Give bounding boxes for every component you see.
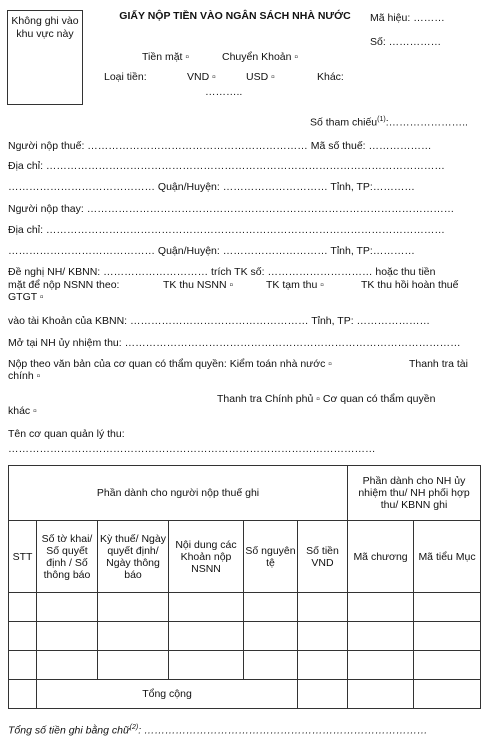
- form-title: GIẤY NỘP TIỀN VÀO NGÂN SÁCH NHÀ NƯỚC: [119, 10, 351, 22]
- table-cell[interactable]: [9, 651, 37, 680]
- tien-mat-option[interactable]: Tiền mặt ▫: [142, 51, 190, 63]
- reserved-box: [7, 10, 83, 105]
- table-cell[interactable]: [169, 622, 244, 651]
- mat-de-nop-label: mặt để nộp NSNN theo:: [8, 279, 120, 291]
- dia-chi-line-1[interactable]: Địa chỉ: ……………………………………………………………………………………………………: [8, 160, 445, 172]
- total-cell[interactable]: [298, 680, 348, 709]
- gtgt-option[interactable]: GTGT ▫: [8, 291, 44, 303]
- so-tham-chieu-label: Số tham chiếu: [310, 116, 378, 129]
- mo-tai-nh-line[interactable]: Mở tại NH ủy nhiệm thu: ……………………………………………………………………………………: [8, 337, 461, 349]
- table-cell[interactable]: [98, 622, 169, 651]
- col-header-ma-tieu-muc: Mã tiểu Mục: [414, 521, 481, 593]
- table-cell[interactable]: [414, 593, 481, 622]
- table-cell[interactable]: [244, 622, 298, 651]
- table-cell[interactable]: [9, 680, 37, 709]
- tong-so-tien-field[interactable]: : ………………………………………………………………………: [138, 724, 428, 737]
- table-cell[interactable]: [244, 651, 298, 680]
- total-row: [9, 680, 481, 709]
- nguoi-nop-thay-line[interactable]: Người nộp thay: ……………………………………………………………………………………………: [8, 203, 455, 215]
- total-label: Tổng cộng: [37, 680, 298, 709]
- col-header-ky-thue: Kỳ thuế/ Ngày quyết định/ Ngày thông báo: [98, 521, 169, 593]
- chuyen-khoan-option[interactable]: Chuyển Khoản ▫: [222, 51, 299, 63]
- col-header-so-nguyen-te: Số nguyên tệ: [244, 521, 298, 593]
- khac-option[interactable]: khác ▫: [8, 405, 37, 417]
- nguoi-nop-thue-line[interactable]: Người nộp thuế: ……………………………………………………… Mã số thuế: ………………: [8, 140, 432, 152]
- tong-so-tien-note: (2): [129, 724, 139, 731]
- table-cell[interactable]: [414, 651, 481, 680]
- so-tham-chieu: [310, 116, 468, 129]
- so-tham-chieu-field[interactable]: :…………………..: [385, 116, 468, 129]
- col-header-so-tien-vnd: Số tiền VND: [298, 521, 348, 593]
- table-cell[interactable]: [348, 651, 414, 680]
- table-cell[interactable]: [9, 593, 37, 622]
- dia-chi-line-2[interactable]: Địa chỉ: ……………………………………………………………………………………………………: [8, 224, 445, 236]
- vnd-option[interactable]: VND ▫: [187, 71, 216, 83]
- khac-top-field[interactable]: ………..: [205, 86, 243, 98]
- table-row: [9, 622, 481, 651]
- usd-option[interactable]: USD ▫: [246, 71, 275, 83]
- table-cell[interactable]: [9, 622, 37, 651]
- table-cell[interactable]: [98, 593, 169, 622]
- thanh-tra-tai-label: Thanh tra tài: [409, 358, 468, 370]
- vao-tai-khoan-line[interactable]: vào tài Khoản của KBNN: …………………………………………… Tỉnh, TP: …………………: [8, 315, 431, 327]
- table-cell[interactable]: [414, 622, 481, 651]
- reserved-box-text: Không ghi vào khu vực này: [11, 15, 79, 40]
- loai-tien-label: Loại tiền:: [104, 71, 147, 83]
- table-cell[interactable]: [348, 680, 414, 709]
- tk-thu-nsnn-option[interactable]: TK thu NSNN ▫: [163, 279, 234, 291]
- table-cell[interactable]: [169, 651, 244, 680]
- col-header-noi-dung: Nội dung các Khoản nộp NSNN: [169, 521, 244, 593]
- col-header-stt: STT: [9, 521, 37, 593]
- table-cell[interactable]: [348, 593, 414, 622]
- table-row: [9, 651, 481, 680]
- chinh-option[interactable]: chính ▫: [8, 370, 41, 382]
- table-cell[interactable]: [98, 651, 169, 680]
- table-cell[interactable]: [298, 593, 348, 622]
- section-left-header: Phần dành cho người nộp thuế ghi: [9, 466, 348, 521]
- col-header-ma-chuong: Mã chương: [348, 521, 414, 593]
- quan-huyen-line-1[interactable]: …………………………………… Quận/Huyện: ………………………… Tỉnh, TP:…………: [8, 181, 415, 193]
- thanh-tra-cp-line[interactable]: Thanh tra Chính phủ ▫ Cơ quan có thẩm quyền: [217, 393, 436, 405]
- table-cell[interactable]: [298, 622, 348, 651]
- table-cell[interactable]: [169, 593, 244, 622]
- tk-tam-thu-option[interactable]: TK tạm thu ▫: [266, 279, 324, 291]
- ten-co-quan-label: Tên cơ quan quản lý thu:: [8, 428, 125, 440]
- table-cell[interactable]: [298, 651, 348, 680]
- table-cell[interactable]: [37, 593, 98, 622]
- so-tham-chieu-note: (1): [377, 116, 386, 123]
- khac-top-label: Khác:: [317, 71, 344, 83]
- table-cell[interactable]: [244, 593, 298, 622]
- table-cell[interactable]: [414, 680, 481, 709]
- tk-thu-hoi-label: TK thu hồi hoàn thuế: [361, 279, 459, 291]
- table-cell[interactable]: [37, 622, 98, 651]
- nop-theo-line[interactable]: Nộp theo văn bản của cơ quan có thẩm quyền: Kiểm toán nhà nước ▫: [8, 358, 332, 370]
- tong-so-tien-line: [8, 724, 428, 737]
- col-header-so-to-khai: Số tờ khai/ Số quyết định / Số thông báo: [37, 521, 98, 593]
- payment-table: [8, 465, 481, 709]
- de-nghi-line[interactable]: Đề nghị NH/ KBNN: ………………………… trích TK số: ………………………… hoặc thu tiền: [8, 266, 436, 278]
- table-cell[interactable]: [348, 622, 414, 651]
- ten-co-quan-field[interactable]: ……………………………………………………………………………………………: [8, 443, 376, 455]
- table-row: [9, 593, 481, 622]
- so-hieu: Số: ……………: [370, 36, 442, 48]
- section-right-header: Phần dành cho NH ủy nhiệm thu/ NH phối hợp thu/ KBNN ghi: [348, 466, 481, 521]
- quan-huyen-line-2[interactable]: …………………………………… Quận/Huyện: ………………………… Tỉnh, TP:…………: [8, 245, 415, 257]
- ma-hieu: Mã hiệu: ………: [370, 12, 445, 24]
- tong-so-tien-label: Tổng số tiền ghi bằng chữ: [8, 724, 130, 737]
- table-cell[interactable]: [37, 651, 98, 680]
